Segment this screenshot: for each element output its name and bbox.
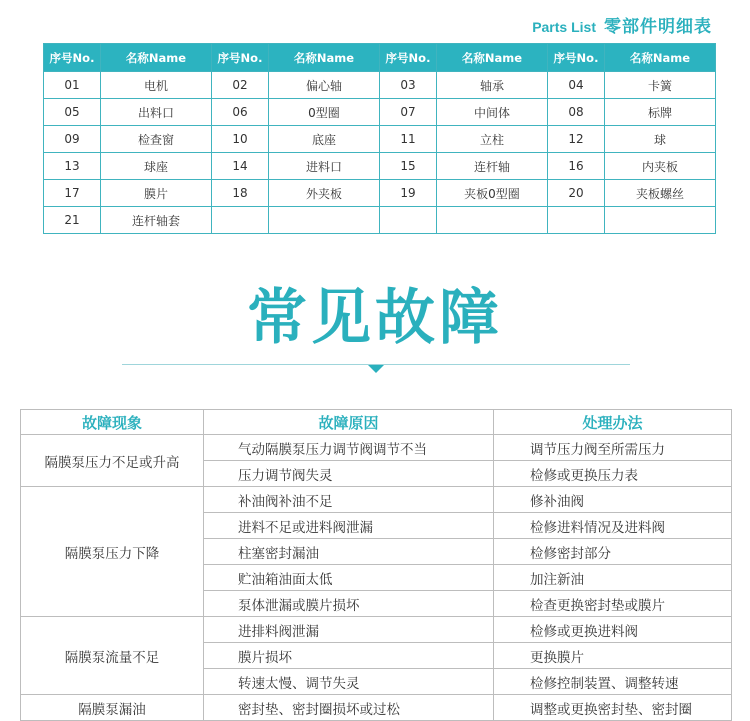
- parts-list-title: [532, 12, 712, 38]
- parts-header-row: [44, 44, 716, 72]
- part-name: 电机: [101, 72, 212, 99]
- parts-row: [44, 99, 716, 126]
- part-name: [605, 207, 716, 234]
- part-name: 中间体: [437, 99, 548, 126]
- parts-row: [44, 126, 716, 153]
- part-number: 04: [548, 72, 605, 99]
- fault-symptom: 隔膜泵漏油: [21, 695, 204, 721]
- part-name: 夹板0型圈: [437, 180, 548, 207]
- part-number: 13: [44, 153, 101, 180]
- part-number: 21: [44, 207, 101, 234]
- parts-row: [44, 207, 716, 234]
- parts-header-no: 序号No.: [44, 44, 101, 72]
- fault-row: [21, 695, 732, 721]
- parts-header-no: 序号No.: [380, 44, 437, 72]
- parts-header-name: 名称Name: [437, 44, 548, 72]
- part-number: 14: [212, 153, 269, 180]
- fault-fix: 检修或更换压力表: [494, 461, 732, 487]
- parts-header-name: 名称Name: [269, 44, 380, 72]
- fault-fix: 检修控制装置、调整转速: [494, 669, 732, 695]
- part-number: 02: [212, 72, 269, 99]
- parts-list-title-zh: 零部件明细表: [604, 17, 712, 37]
- fault-row: [21, 435, 732, 461]
- fault-cause: 泵体泄漏或膜片损坏: [204, 591, 494, 617]
- parts-header-name: 名称Name: [101, 44, 212, 72]
- fault-row: [21, 617, 732, 643]
- fault-symptom: 隔膜泵流量不足: [21, 617, 204, 695]
- fault-fix: 检修进料情况及进料阀: [494, 513, 732, 539]
- part-number: 05: [44, 99, 101, 126]
- fault-fix: 加注新油: [494, 565, 732, 591]
- part-number: 06: [212, 99, 269, 126]
- part-number: 03: [380, 72, 437, 99]
- part-name: 夹板螺丝: [605, 180, 716, 207]
- faults-header-row: [21, 410, 732, 435]
- fault-cause: 膜片损坏: [204, 643, 494, 669]
- parts-header-name: 名称Name: [605, 44, 716, 72]
- parts-row: [44, 180, 716, 207]
- fault-cause: 贮油箱油面太低: [204, 565, 494, 591]
- fault-fix: 调节压力阀至所需压力: [494, 435, 732, 461]
- part-name: 进料口: [269, 153, 380, 180]
- part-number: 12: [548, 126, 605, 153]
- fault-symptom: 隔膜泵压力下降: [21, 487, 204, 617]
- part-name: 内夹板: [605, 153, 716, 180]
- part-name: [269, 207, 380, 234]
- part-number: 07: [380, 99, 437, 126]
- part-number: 01: [44, 72, 101, 99]
- parts-header-no: 序号No.: [212, 44, 269, 72]
- fault-cause: 气动隔膜泵压力调节阀调节不当: [204, 435, 494, 461]
- part-name: 外夹板: [269, 180, 380, 207]
- faults-title: 常见故障: [247, 283, 503, 353]
- part-name: 底座: [269, 126, 380, 153]
- fault-row: [21, 487, 732, 513]
- part-number: 18: [212, 180, 269, 207]
- part-number: 09: [44, 126, 101, 153]
- fault-fix: 更换膜片: [494, 643, 732, 669]
- part-number: 16: [548, 153, 605, 180]
- parts-list-title-en: Parts List: [532, 19, 596, 35]
- part-name: 球座: [101, 153, 212, 180]
- part-name: 球: [605, 126, 716, 153]
- parts-list-table: [43, 43, 716, 234]
- parts-row: [44, 153, 716, 180]
- part-name: 连杆轴: [437, 153, 548, 180]
- part-number: 08: [548, 99, 605, 126]
- fault-symptom: 隔膜泵压力不足或升高: [21, 435, 204, 487]
- fault-cause: 柱塞密封漏油: [204, 539, 494, 565]
- fault-fix: 修补油阀: [494, 487, 732, 513]
- fault-fix: 检修密封部分: [494, 539, 732, 565]
- part-name: [437, 207, 548, 234]
- parts-header-no: 序号No.: [548, 44, 605, 72]
- part-number: 11: [380, 126, 437, 153]
- part-name: 标牌: [605, 99, 716, 126]
- part-number: [380, 207, 437, 234]
- header-cause: 故障原因: [204, 410, 494, 435]
- part-name: 出料口: [101, 99, 212, 126]
- part-name: 轴承: [437, 72, 548, 99]
- fault-cause: 补油阀补油不足: [204, 487, 494, 513]
- fault-cause: 转速太慢、调节失灵: [204, 669, 494, 695]
- part-name: 卡簧: [605, 72, 716, 99]
- part-name: 0型圈: [269, 99, 380, 126]
- part-name: 检查窗: [101, 126, 212, 153]
- fault-cause: 进料不足或进料阀泄漏: [204, 513, 494, 539]
- divider-arrow-icon: [368, 365, 384, 373]
- fault-cause: 压力调节阀失灵: [204, 461, 494, 487]
- part-name: 偏心轴: [269, 72, 380, 99]
- part-number: 10: [212, 126, 269, 153]
- fault-fix: 检修或更换进料阀: [494, 617, 732, 643]
- fault-cause: 密封垫、密封圈损坏或过松: [204, 695, 494, 721]
- part-name: 膜片: [101, 180, 212, 207]
- part-number: [548, 207, 605, 234]
- part-name: 连杆轴套: [101, 207, 212, 234]
- header-fix: 处理办法: [494, 410, 732, 435]
- part-number: 15: [380, 153, 437, 180]
- fault-fix: 检查更换密封垫或膜片: [494, 591, 732, 617]
- header-symptom: 故障现象: [21, 410, 204, 435]
- part-number: 19: [380, 180, 437, 207]
- fault-cause: 进排料阀泄漏: [204, 617, 494, 643]
- part-number: 17: [44, 180, 101, 207]
- fault-fix: 调整或更换密封垫、密封圈: [494, 695, 732, 721]
- part-number: [212, 207, 269, 234]
- part-name: 立柱: [437, 126, 548, 153]
- parts-row: [44, 72, 716, 99]
- faults-table: [20, 409, 732, 721]
- part-number: 20: [548, 180, 605, 207]
